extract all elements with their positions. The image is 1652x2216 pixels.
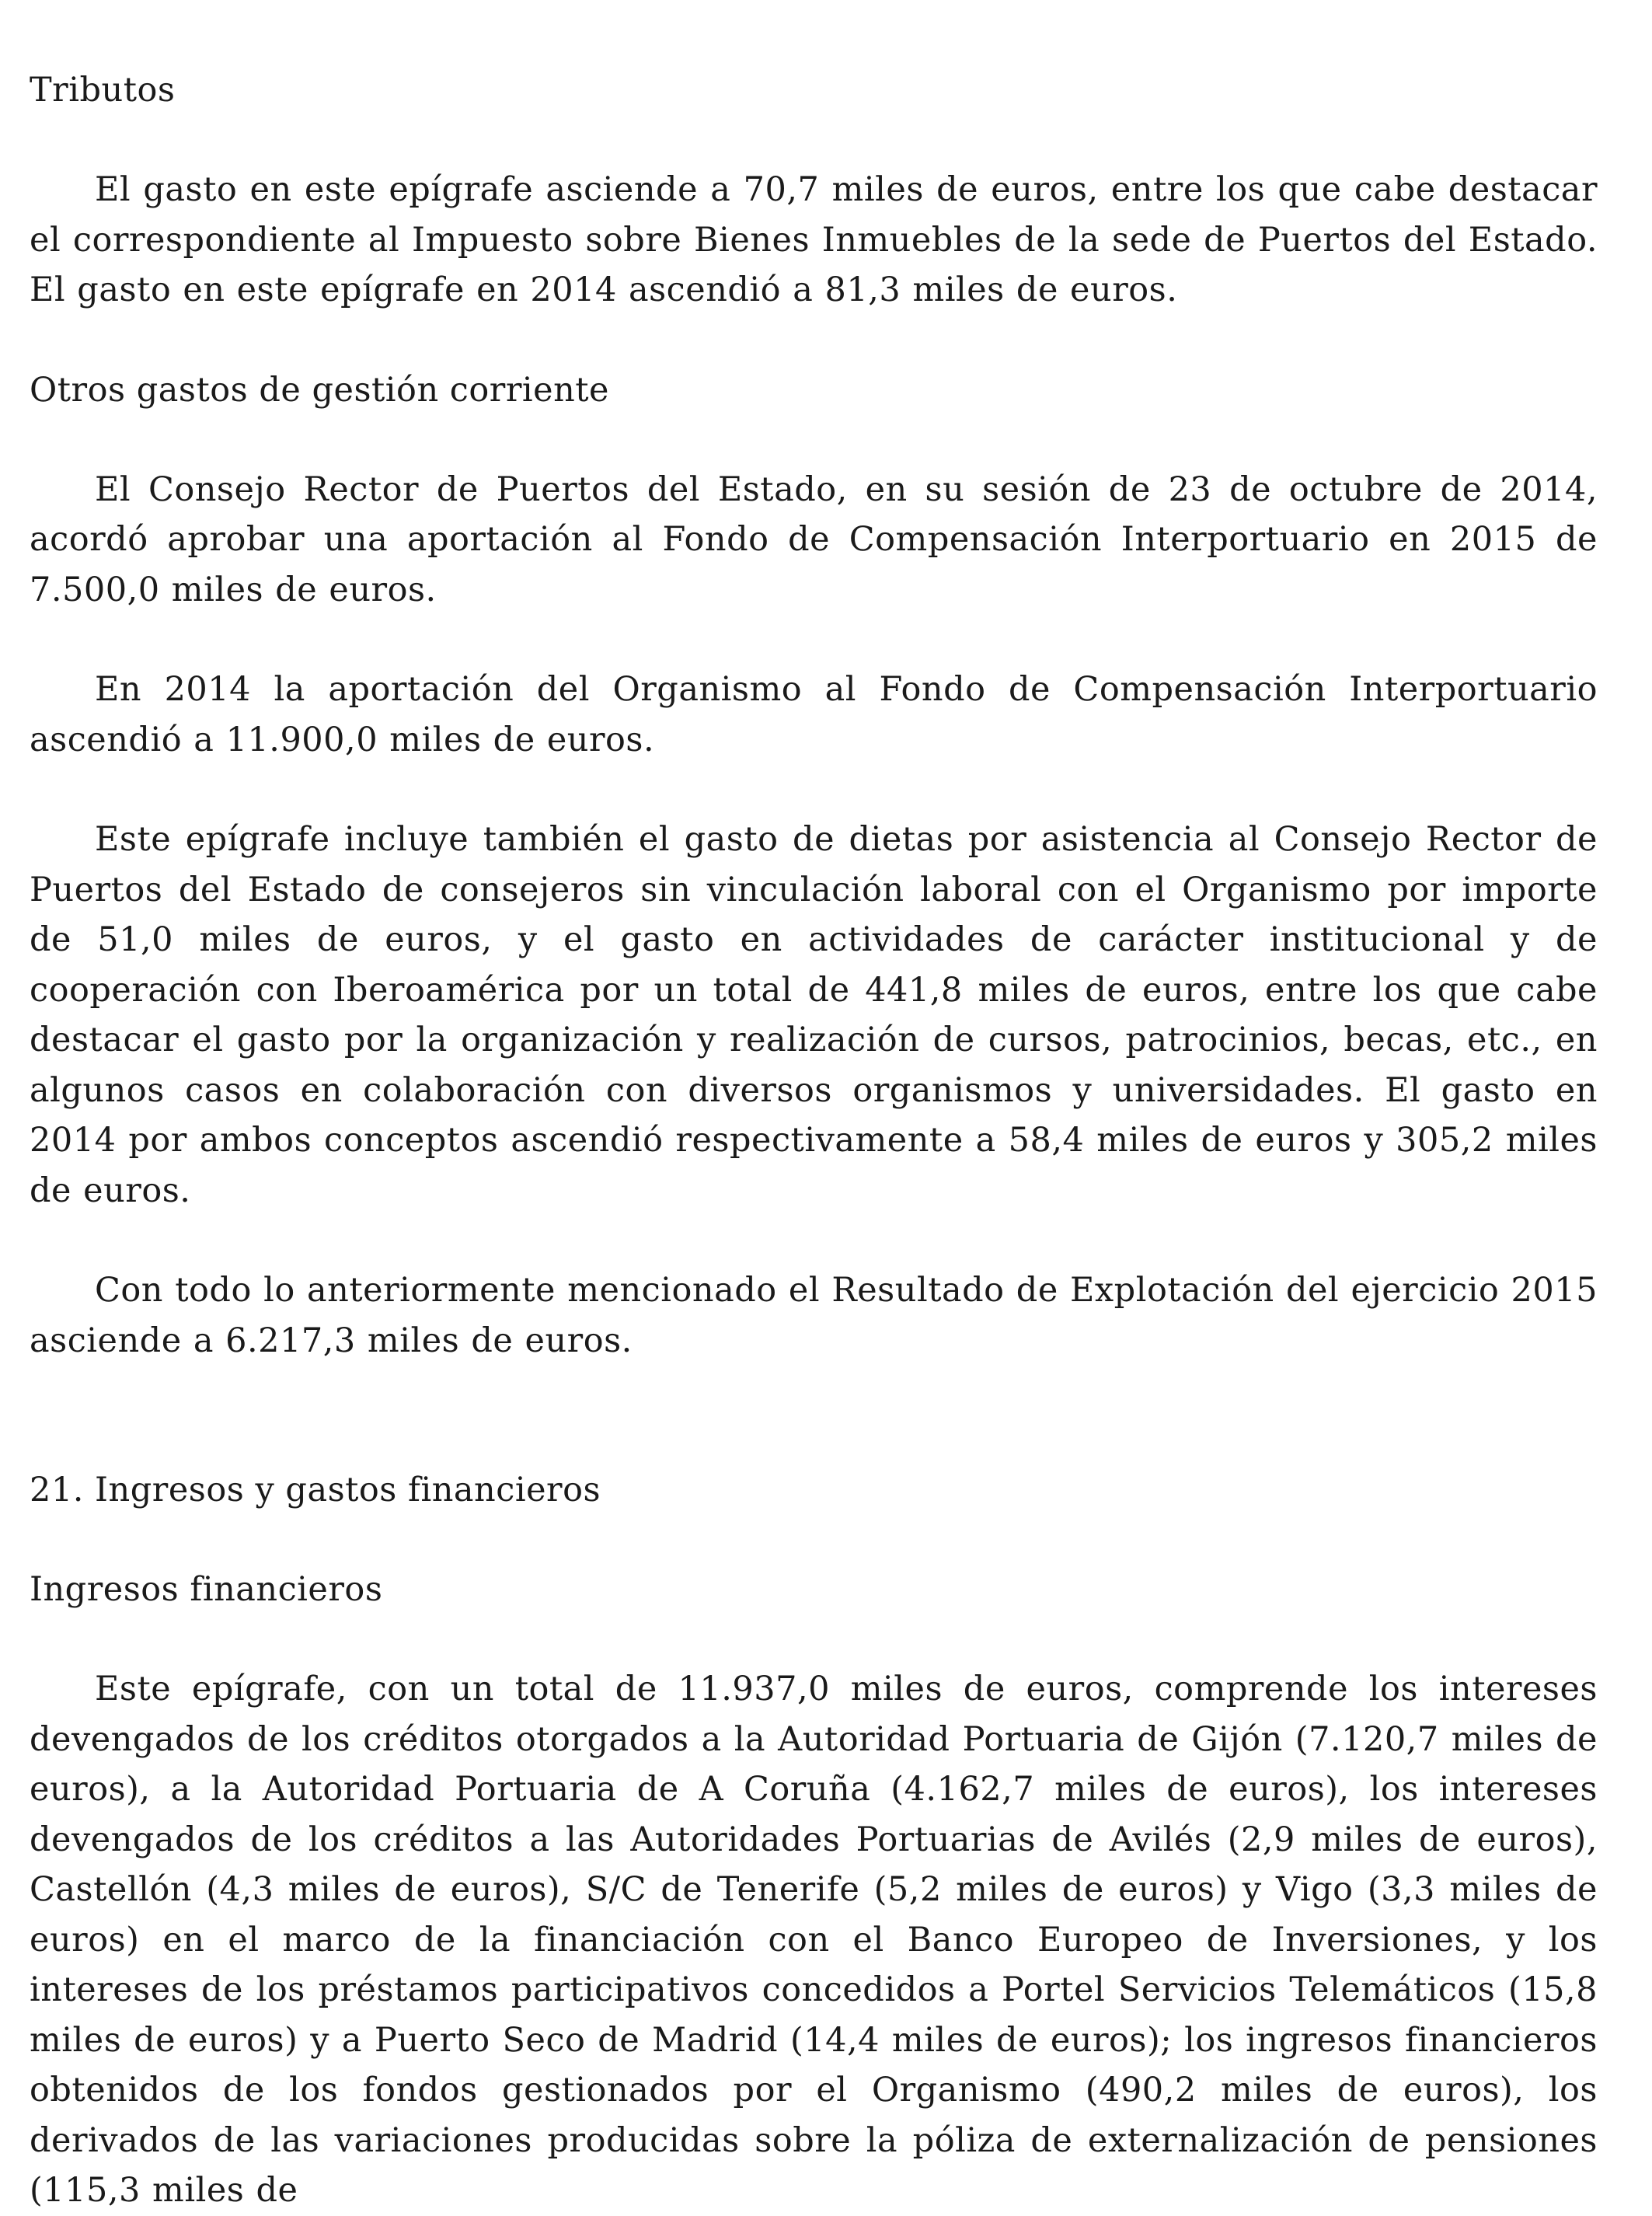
heading-tributos: Tributos <box>30 71 176 110</box>
paragraph-dietas: Este epígrafe incluye también el gasto de dietas por asistencia al Consejo Rector de Puertos del Estado de consejeros sin vinculación laboral con el Organismo por importe de 51,0 miles de euros, y el gasto en actividades de carácter institucional y de cooperación con Iberoamérica por un total de 441,8 miles de euros, entre los que cabe destacar el gasto por la organización y realización de cursos, patrocinios, becas, etc., en algunos casos en colaboración con diversos organismos y universidades. El gasto en 2014 por ambos conceptos ascendió respectivamente a 58,4 miles de euros y 305,2 miles de euros. <box>30 820 1598 1210</box>
heading-section-21: 21. Ingresos y gastos financieros <box>30 1471 601 1509</box>
paragraph-resultado-explotacion: Con todo lo anteriormente mencionado el Resultado de Explotación del ejercicio 2015 asciende a 6.217,3 miles de euros. <box>30 1271 1598 1360</box>
document-page <box>30 65 1598 2216</box>
paragraph-tributos: El gasto en este epígrafe asciende a 70,7 miles de euros, entre los que cabe destacar el correspondiente al Impuesto sobre Bienes Inmuebles de la sede de Puertos del Estado. El gasto en este epígrafe en 2014 ascendió a 81,3 miles de euros. <box>30 170 1598 309</box>
paragraph-consejo-rector: El Consejo Rector de Puertos del Estado, en su sesión de 23 de octubre de 2014, acordó aprobar una aportación al Fondo de Compensación Interportuario en 2015 de 7.500,0 miles de euros. <box>30 469 1598 609</box>
paragraph-ingresos-financieros: Este epígrafe, con un total de 11.937,0 miles de euros, comprende los intereses devengados de los créditos otorgados a la Autoridad Portuaria de Gijón (7.120,7 miles de euros), a la Autoridad Portuaria de A Coruña (4.162,7 miles de euros), los intereses devengados de los créditos a las Autoridades Portuarias de Avilés (2,9 miles de euros), Castellón (4,3 miles de euros), S/C de Tenerife (5,2 miles de euros) y Vigo (3,3 miles de euros) en el marco de la financiación con el Banco Europeo de Inversiones, y los intereses de los préstamos participativos concedidos a Portel Servicios Telemáticos (15,8 miles de euros) y a Puerto Seco de Madrid (14,4 miles de euros); los ingresos financieros obtenidos de los fondos gestionados por el Organismo (490,2 miles de euros), los derivados de las variaciones producidas sobre la póliza de externalización de pensiones (115,3 miles de <box>30 1670 1598 2210</box>
paragraph-aportacion-2014: En 2014 la aportación del Organismo al Fondo de Compensación Interportuario ascendió a 11.900,0 miles de euros. <box>30 670 1598 759</box>
heading-ingresos-financieros: Ingresos financieros <box>30 1570 383 1609</box>
heading-otros-gastos: Otros gastos de gestión corriente <box>30 370 610 410</box>
